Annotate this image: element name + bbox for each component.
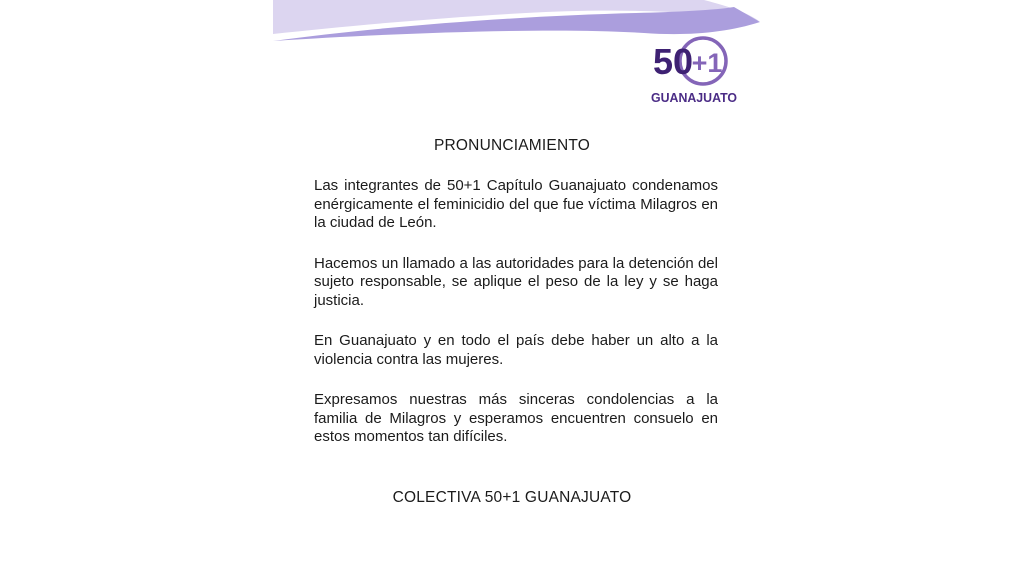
logo-caption-text: GUANAJUATO xyxy=(651,90,737,105)
logo-50plus1-guanajuato xyxy=(641,32,756,112)
paragraph-condemnation: Las integrantes de 50+1 Capítulo Guanajuato condenamos enérgicamente el feminicidio del que fue víctima Milagros en la ciudad de León. xyxy=(314,177,718,231)
document-body xyxy=(314,177,718,469)
document-title: PRONUNCIAMIENTO xyxy=(433,137,590,154)
letter-page xyxy=(256,0,768,576)
signature-line: COLECTIVA 50+1 GUANAJUATO xyxy=(392,489,632,506)
logo-number-50: 50 xyxy=(652,41,694,82)
paragraph-stop-violence: En Guanajuato y en todo el país debe haber un alto a la violencia contra las mujeres. xyxy=(314,332,718,368)
paragraph-condolences: Expresamos nuestras más sinceras condolencias a la familia de Milagros y esperamos encuentren consuelo en estos momentos tan difíciles. xyxy=(314,391,718,445)
paragraph-call-to-authorities: Hacemos un llamado a las autoridades para la detención del sujeto responsable, se aplique el peso de la ley y se haga justicia. xyxy=(314,254,718,309)
logo-plus-one: +1 xyxy=(691,48,723,78)
